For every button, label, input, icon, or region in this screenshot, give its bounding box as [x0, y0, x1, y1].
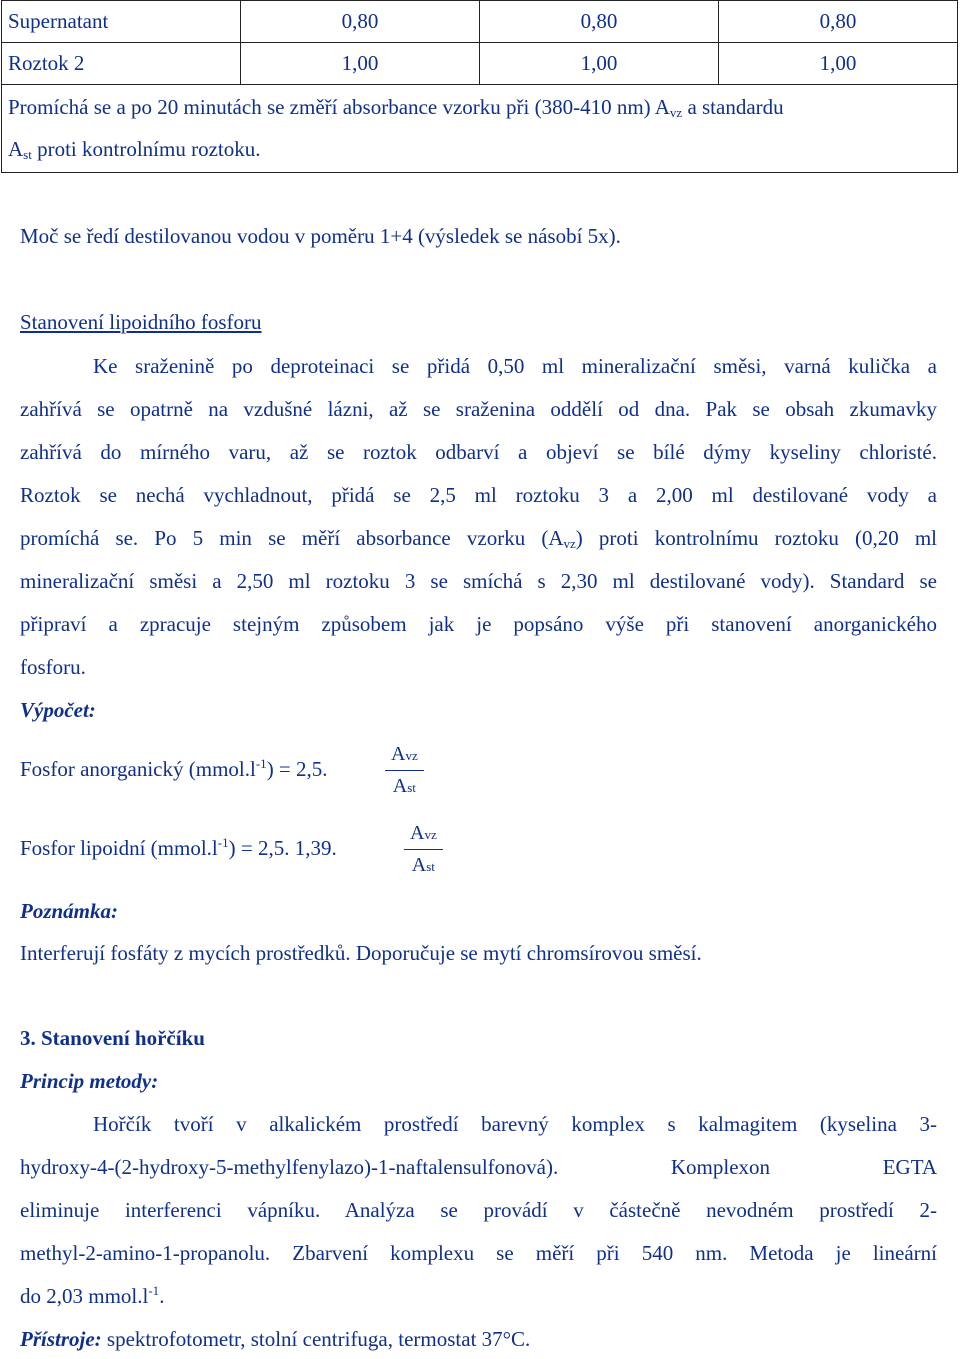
denominator: Ast: [411, 854, 435, 876]
cell-value: 0,80: [480, 1, 719, 43]
cell-value: 0,80: [241, 1, 480, 43]
fraction-inorganic: [385, 740, 424, 803]
principle-heading: Princip metody:: [20, 1069, 159, 1093]
instruments-line: [20, 1327, 530, 1352]
paragraph-line: připraví a zpracuje stejným způsobem jak je popsáno výše při stanovení anorganického: [20, 612, 937, 636]
table-row: [2, 43, 958, 85]
paragraph-line: promíchá se. Po 5 min se měří absorbance vzorku $(A_{vz})$ proti kontrolnímu roztoku (0,20 ml: [20, 526, 937, 551]
table-note: Promíchá se a po 20 minutách se změří absorbance vzorku při (380-410 nm) $A_{vz}$ a standardu $A_{st}$ proti kontrolnímu roztoku.: [2, 85, 958, 173]
paragraph-line: Hořčík tvoří v alkalickém prostředí barevný komplex s kalmagitem (kyselina 3-: [93, 1112, 937, 1136]
calc-heading: Výpočet:: [20, 698, 96, 722]
instruments-text: spektrofotometr, stolní centrifuga, termostat 37°C.: [101, 1327, 531, 1351]
numerator: Avz: [385, 740, 424, 771]
lipid-paragraph: [20, 345, 937, 689]
row-label: Supernatant: [2, 1, 241, 43]
paragraph-line: eliminuje interferenci vápníku. Analýza se provádí v částečně nevodném prostředí 2-: [20, 1198, 937, 1222]
reagent-table: [1, 0, 958, 173]
formula-inorganic: Fosfor anorganický $(mmol.l^{-1}) = 2,5$.: [20, 756, 328, 781]
table-row: [2, 1, 958, 43]
paragraph-line: zahřívá se opatrně na vzdušné lázni, až se sraženina oddělí od dna. Pak se obsah zkumavky: [20, 397, 937, 421]
note-heading: Poznámka:: [20, 899, 119, 923]
cell-value: 1,00: [719, 43, 958, 85]
paragraph-line: fosforu.: [20, 655, 86, 679]
lipid-heading: Stanovení lipoidního fosforu: [20, 310, 262, 334]
paragraph-line: methyl-2-amino-1-propanolu. Zbarvení komplexu se měří při 540 nm. Metoda je lineární: [20, 1241, 937, 1265]
paragraph-line: Roztok se nechá vychladnout, přidá se 2,5 ml roztoku 3 a 2,00 ml destilované vody a: [20, 483, 937, 507]
instruments-label: Přístroje:: [20, 1327, 102, 1351]
numerator: Avz: [404, 819, 443, 850]
cell-value: 1,00: [241, 43, 480, 85]
formula-lipid: Fosfor lipoidní $(mmol.l^{-1}) = 2,5$. 1,39.: [20, 835, 337, 860]
paragraph-line: do 2,03 $mmol.l^{-1}$.: [20, 1283, 165, 1308]
dilution-note: Moč se ředí destilovanou vodou v poměru 1+4 (výsledek se násobí 5x).: [20, 224, 621, 248]
table-note-row: [2, 85, 958, 173]
paragraph-line: Ke sraženině po deproteinaci se přidá 0,50 ml mineralizační směsi, varná kulička a: [93, 354, 937, 378]
cell-value: 1,00: [480, 43, 719, 85]
denominator: Ast: [392, 775, 416, 797]
row-label: Roztok 2: [2, 43, 241, 85]
paragraph-line: mineralizační směsi a 2,50 ml roztoku 3 se smíchá s 2,30 ml destilované vody). Standard se: [20, 569, 937, 593]
fraction-lipid: [404, 819, 443, 882]
paragraph-line: zahřívá do mírného varu, až se roztok odbarví a objeví se bílé dýmy kyseliny chloristé.: [20, 440, 937, 464]
magnesium-paragraph: [20, 1103, 937, 1318]
cell-value: 0,80: [719, 1, 958, 43]
note-text: Interferují fosfáty z mycích prostředků. Doporučuje se mytí chromsírovou směsí.: [20, 941, 702, 965]
paragraph-line: hydroxy-4-(2-hydroxy-5-methylfenylazo)-1-naftalensulfonová). Komplexon EGTA: [20, 1155, 937, 1179]
magnesium-heading: 3. Stanovení hořčíku: [20, 1026, 205, 1050]
